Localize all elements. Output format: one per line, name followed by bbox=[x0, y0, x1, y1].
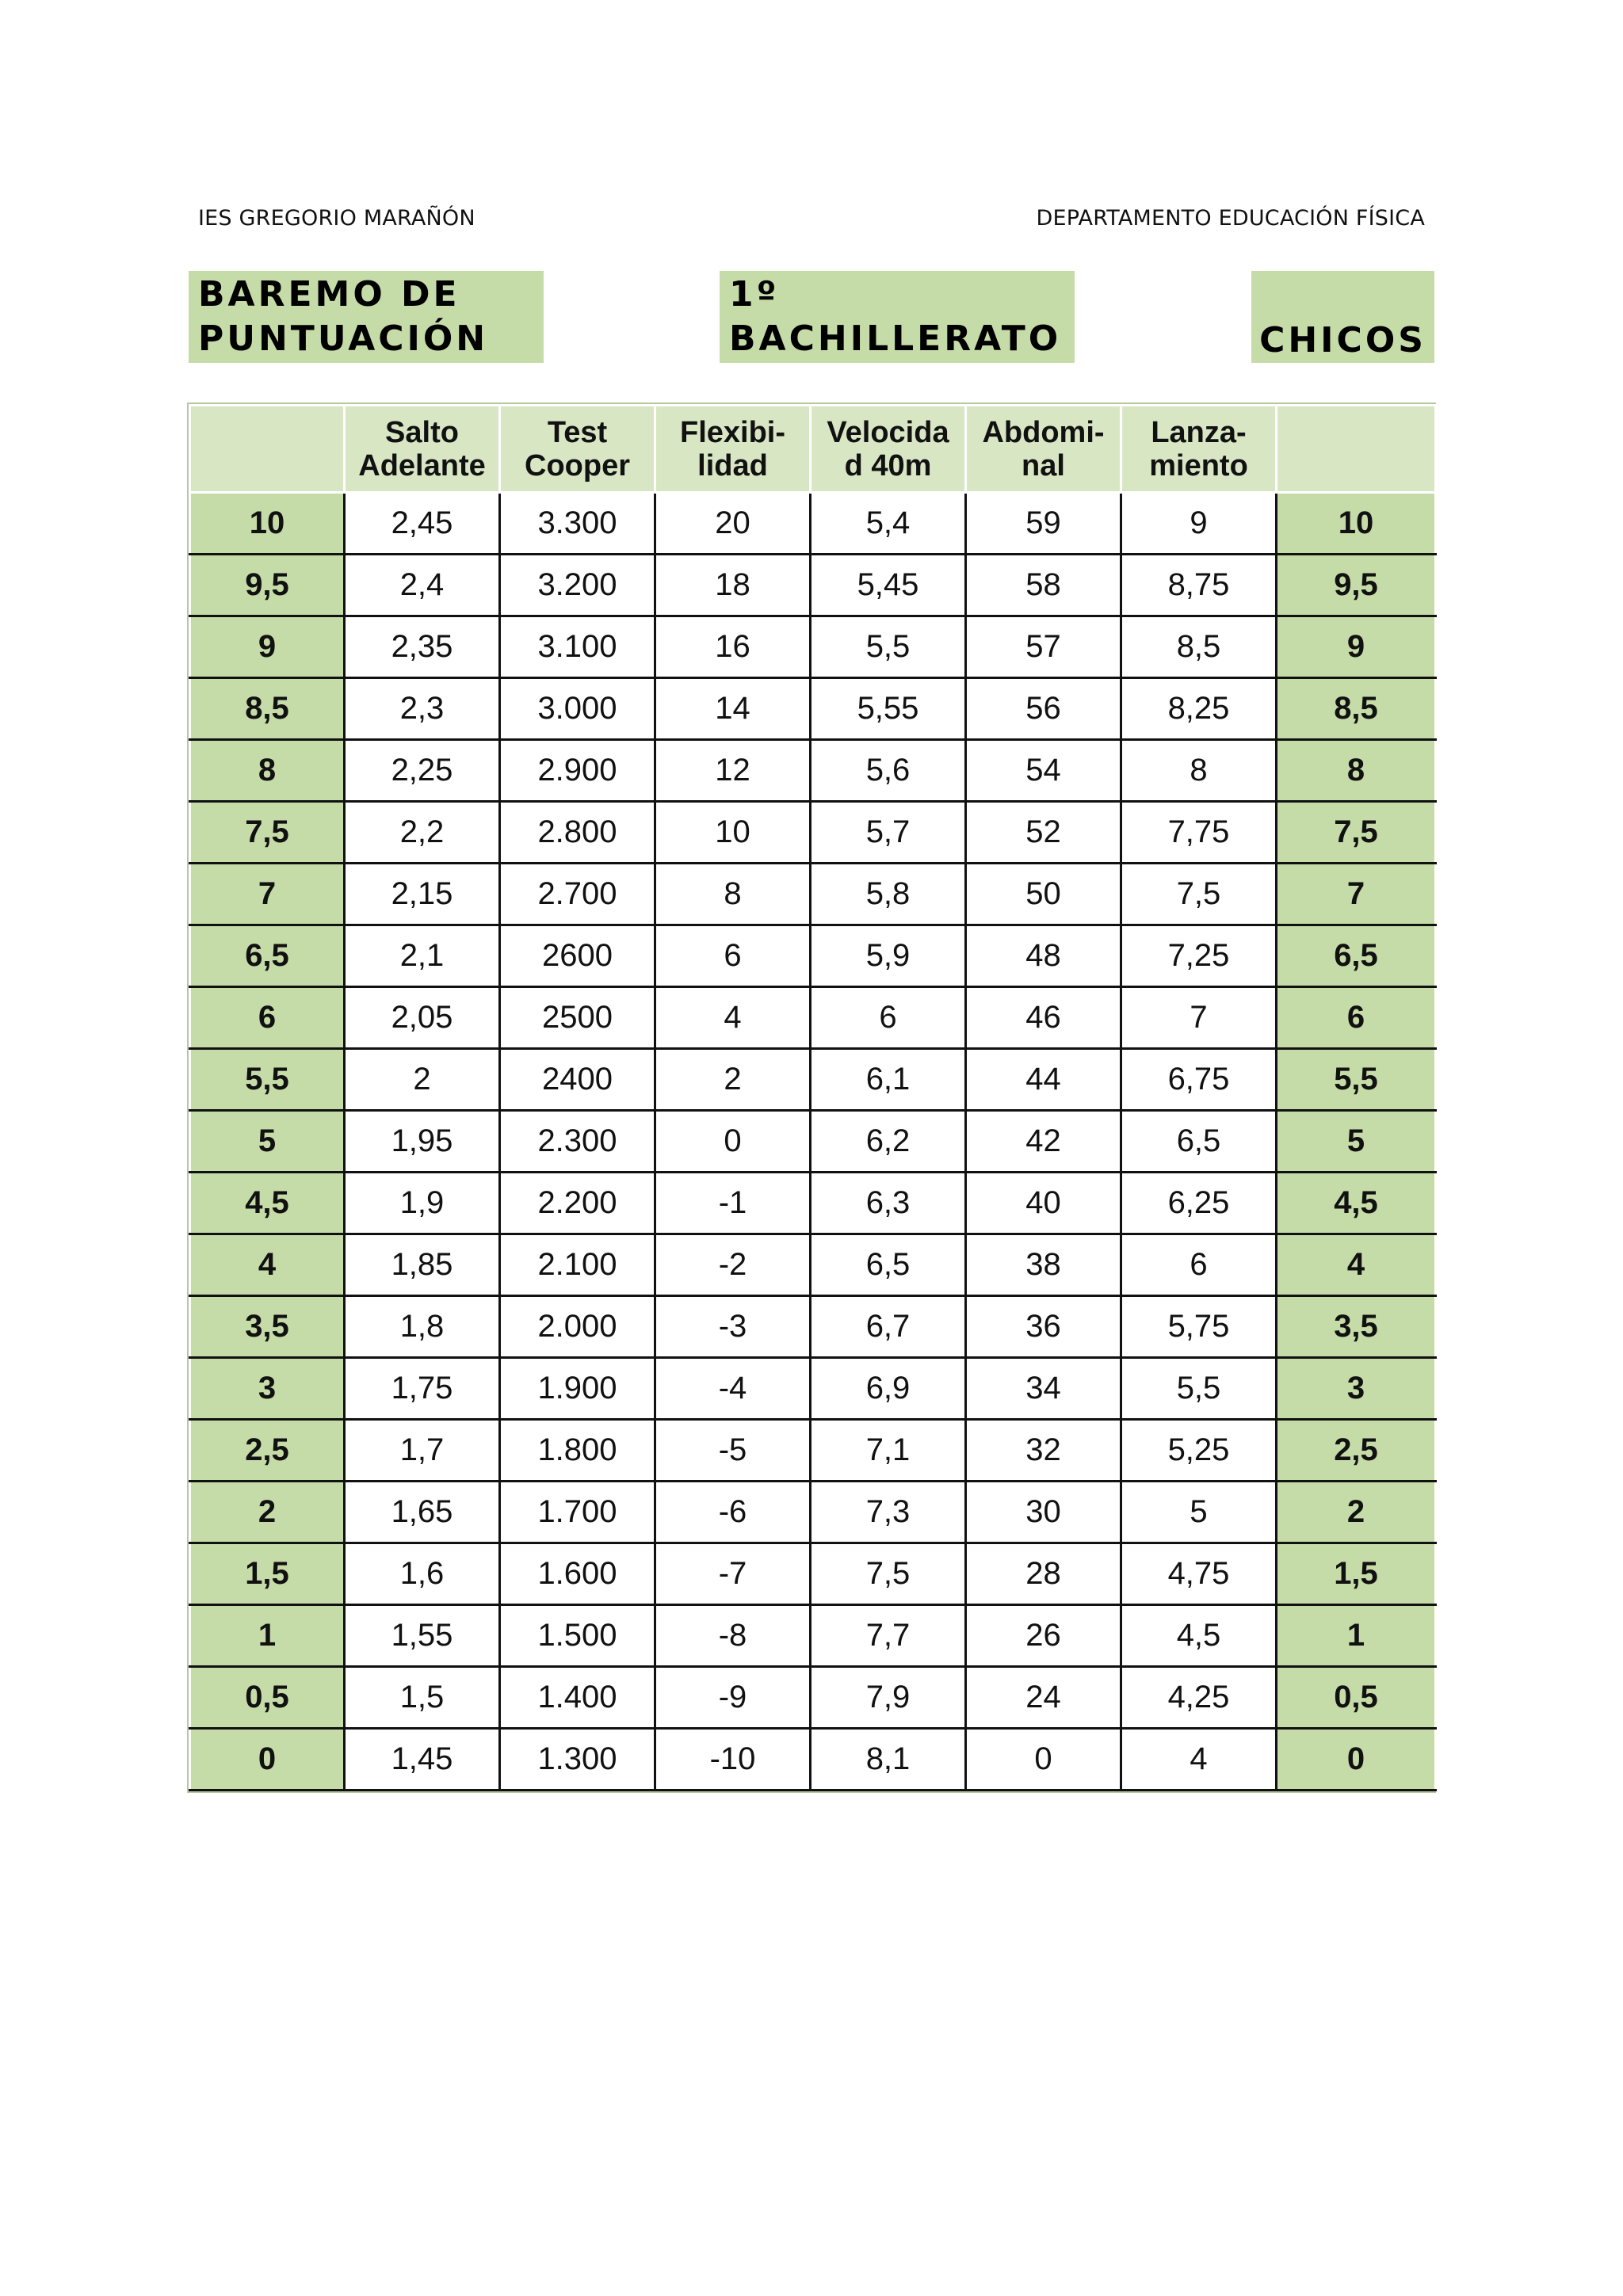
cell-flexibilidad: 4 bbox=[655, 987, 811, 1049]
cell-salto-adelante: 1,8 bbox=[345, 1296, 500, 1358]
cell-abdominal: 0 bbox=[966, 1729, 1121, 1791]
cell-salto-adelante: 2,35 bbox=[345, 616, 500, 678]
score-cell-left: 10 bbox=[190, 493, 345, 555]
table-row bbox=[190, 1420, 1436, 1482]
cell-abdominal: 32 bbox=[966, 1420, 1121, 1482]
cell-velocidad-40m: 7,1 bbox=[811, 1420, 966, 1482]
cell-test-cooper: 1.600 bbox=[500, 1543, 655, 1605]
group-banner bbox=[1251, 271, 1434, 363]
cell-velocidad-40m: 6,3 bbox=[811, 1173, 966, 1234]
score-cell-right: 9,5 bbox=[1277, 555, 1436, 616]
table-row bbox=[190, 740, 1436, 802]
column-header-line-2: Adelante bbox=[358, 448, 486, 482]
cell-salto-adelante: 1,7 bbox=[345, 1420, 500, 1482]
cell-test-cooper: 2.200 bbox=[500, 1173, 655, 1234]
cell-abdominal: 54 bbox=[966, 740, 1121, 802]
cell-flexibilidad: -8 bbox=[655, 1605, 811, 1667]
cell-lanzamiento: 4 bbox=[1121, 1729, 1277, 1791]
cell-abdominal: 36 bbox=[966, 1296, 1121, 1358]
score-cell-left: 1,5 bbox=[190, 1543, 345, 1605]
table-row bbox=[190, 1667, 1436, 1729]
cell-lanzamiento: 9 bbox=[1121, 493, 1277, 555]
cell-abdominal: 59 bbox=[966, 493, 1121, 555]
cell-lanzamiento: 8,75 bbox=[1121, 555, 1277, 616]
cell-flexibilidad: 10 bbox=[655, 802, 811, 864]
score-cell-right: 6,5 bbox=[1277, 925, 1436, 987]
cell-velocidad-40m: 6,7 bbox=[811, 1296, 966, 1358]
score-cell-left: 1 bbox=[190, 1605, 345, 1667]
score-cell-right: 1,5 bbox=[1277, 1543, 1436, 1605]
score-cell-left: 0 bbox=[190, 1729, 345, 1791]
column-header-line-2: lidad bbox=[697, 448, 768, 482]
title-line-2: PUNTUACIÓN bbox=[198, 318, 489, 359]
cell-test-cooper: 1.800 bbox=[500, 1420, 655, 1482]
cell-test-cooper: 1.700 bbox=[500, 1482, 655, 1543]
table-row bbox=[190, 1234, 1436, 1296]
cell-salto-adelante: 1,95 bbox=[345, 1111, 500, 1173]
cell-test-cooper: 2.900 bbox=[500, 740, 655, 802]
table-row bbox=[190, 1296, 1436, 1358]
cell-salto-adelante: 2,25 bbox=[345, 740, 500, 802]
table-header-row bbox=[190, 406, 1436, 493]
column-header-line-2: d 40m bbox=[844, 448, 932, 482]
cell-flexibilidad: 0 bbox=[655, 1111, 811, 1173]
cell-flexibilidad: 20 bbox=[655, 493, 811, 555]
table-row bbox=[190, 1173, 1436, 1234]
table-row bbox=[190, 1111, 1436, 1173]
cell-test-cooper: 1.300 bbox=[500, 1729, 655, 1791]
title-banner bbox=[189, 271, 544, 363]
table-row bbox=[190, 1729, 1436, 1791]
cell-velocidad-40m: 6,9 bbox=[811, 1358, 966, 1420]
cell-salto-adelante: 2,05 bbox=[345, 987, 500, 1049]
school-name: IES GREGORIO MARAÑÓN bbox=[198, 206, 475, 231]
score-cell-left: 3,5 bbox=[190, 1296, 345, 1358]
cell-lanzamiento: 6,5 bbox=[1121, 1111, 1277, 1173]
cell-velocidad-40m: 5,55 bbox=[811, 678, 966, 740]
cell-salto-adelante: 1,6 bbox=[345, 1543, 500, 1605]
cell-test-cooper: 2.800 bbox=[500, 802, 655, 864]
column-header-line-1: Salto bbox=[385, 415, 459, 449]
cell-flexibilidad: 16 bbox=[655, 616, 811, 678]
cell-salto-adelante: 1,9 bbox=[345, 1173, 500, 1234]
cell-salto-adelante: 2,3 bbox=[345, 678, 500, 740]
cell-lanzamiento: 6,25 bbox=[1121, 1173, 1277, 1234]
cell-salto-adelante: 1,75 bbox=[345, 1358, 500, 1420]
score-cell-left: 3 bbox=[190, 1358, 345, 1420]
cell-flexibilidad: -2 bbox=[655, 1234, 811, 1296]
cell-velocidad-40m: 5,8 bbox=[811, 864, 966, 925]
score-cell-left: 7 bbox=[190, 864, 345, 925]
score-cell-right: 4,5 bbox=[1277, 1173, 1436, 1234]
cell-flexibilidad: -7 bbox=[655, 1543, 811, 1605]
cell-velocidad-40m: 5,4 bbox=[811, 493, 966, 555]
score-cell-right: 3,5 bbox=[1277, 1296, 1436, 1358]
column-header-velocidad-40m bbox=[811, 406, 966, 493]
table-row bbox=[190, 616, 1436, 678]
score-cell-left: 7,5 bbox=[190, 802, 345, 864]
scoring-table-wrapper bbox=[187, 402, 1436, 1793]
column-header-test-cooper bbox=[500, 406, 655, 493]
cell-lanzamiento: 4,25 bbox=[1121, 1667, 1277, 1729]
cell-velocidad-40m: 5,7 bbox=[811, 802, 966, 864]
cell-lanzamiento: 7 bbox=[1121, 987, 1277, 1049]
cell-abdominal: 42 bbox=[966, 1111, 1121, 1173]
cell-test-cooper: 2.100 bbox=[500, 1234, 655, 1296]
score-cell-left: 8 bbox=[190, 740, 345, 802]
cell-salto-adelante: 2,15 bbox=[345, 864, 500, 925]
score-cell-right: 4 bbox=[1277, 1234, 1436, 1296]
score-cell-left: 5,5 bbox=[190, 1049, 345, 1111]
cell-flexibilidad: 6 bbox=[655, 925, 811, 987]
cell-test-cooper: 2500 bbox=[500, 987, 655, 1049]
score-cell-left: 5 bbox=[190, 1111, 345, 1173]
cell-flexibilidad: -5 bbox=[655, 1420, 811, 1482]
cell-abdominal: 24 bbox=[966, 1667, 1121, 1729]
cell-velocidad-40m: 5,6 bbox=[811, 740, 966, 802]
cell-salto-adelante: 2 bbox=[345, 1049, 500, 1111]
cell-lanzamiento: 5 bbox=[1121, 1482, 1277, 1543]
cell-velocidad-40m: 6,2 bbox=[811, 1111, 966, 1173]
cell-abdominal: 56 bbox=[966, 678, 1121, 740]
cell-flexibilidad: -6 bbox=[655, 1482, 811, 1543]
cell-velocidad-40m: 5,9 bbox=[811, 925, 966, 987]
cell-abdominal: 58 bbox=[966, 555, 1121, 616]
score-cell-left: 4,5 bbox=[190, 1173, 345, 1234]
cell-flexibilidad: 12 bbox=[655, 740, 811, 802]
score-cell-right: 7 bbox=[1277, 864, 1436, 925]
cell-abdominal: 52 bbox=[966, 802, 1121, 864]
cell-test-cooper: 2.300 bbox=[500, 1111, 655, 1173]
cell-flexibilidad: 8 bbox=[655, 864, 811, 925]
cell-abdominal: 30 bbox=[966, 1482, 1121, 1543]
cell-lanzamiento: 6,75 bbox=[1121, 1049, 1277, 1111]
cell-salto-adelante: 1,85 bbox=[345, 1234, 500, 1296]
column-header-salto-adelante bbox=[345, 406, 500, 493]
cell-salto-adelante: 1,55 bbox=[345, 1605, 500, 1667]
cell-flexibilidad: 14 bbox=[655, 678, 811, 740]
cell-test-cooper: 1.900 bbox=[500, 1358, 655, 1420]
cell-velocidad-40m: 7,3 bbox=[811, 1482, 966, 1543]
cell-abdominal: 40 bbox=[966, 1173, 1121, 1234]
table-body bbox=[190, 493, 1436, 1791]
cell-test-cooper: 2.000 bbox=[500, 1296, 655, 1358]
cell-flexibilidad: 2 bbox=[655, 1049, 811, 1111]
score-cell-left: 2 bbox=[190, 1482, 345, 1543]
table-row bbox=[190, 493, 1436, 555]
cell-salto-adelante: 1,5 bbox=[345, 1667, 500, 1729]
cell-velocidad-40m: 5,45 bbox=[811, 555, 966, 616]
column-header-score-right bbox=[1277, 406, 1436, 493]
column-header-line-2: miento bbox=[1149, 448, 1248, 482]
cell-velocidad-40m: 6,1 bbox=[811, 1049, 966, 1111]
cell-velocidad-40m: 7,9 bbox=[811, 1667, 966, 1729]
cell-velocidad-40m: 5,5 bbox=[811, 616, 966, 678]
cell-abdominal: 26 bbox=[966, 1605, 1121, 1667]
score-cell-right: 9 bbox=[1277, 616, 1436, 678]
cell-lanzamiento: 8,5 bbox=[1121, 616, 1277, 678]
cell-test-cooper: 2400 bbox=[500, 1049, 655, 1111]
column-header-line-1: Abdomi- bbox=[982, 415, 1105, 449]
cell-abdominal: 48 bbox=[966, 925, 1121, 987]
column-header-line-2: Cooper bbox=[525, 448, 630, 482]
course-banner bbox=[720, 271, 1075, 363]
cell-flexibilidad: -10 bbox=[655, 1729, 811, 1791]
cell-abdominal: 50 bbox=[966, 864, 1121, 925]
table-row bbox=[190, 678, 1436, 740]
score-cell-right: 8,5 bbox=[1277, 678, 1436, 740]
score-cell-right: 10 bbox=[1277, 493, 1436, 555]
cell-velocidad-40m: 7,5 bbox=[811, 1543, 966, 1605]
cell-lanzamiento: 7,5 bbox=[1121, 864, 1277, 925]
cell-abdominal: 46 bbox=[966, 987, 1121, 1049]
cell-flexibilidad: 18 bbox=[655, 555, 811, 616]
cell-test-cooper: 3.100 bbox=[500, 616, 655, 678]
column-header-lanzamiento bbox=[1121, 406, 1277, 493]
score-cell-right: 2,5 bbox=[1277, 1420, 1436, 1482]
score-cell-right: 5 bbox=[1277, 1111, 1436, 1173]
title-line-1: BAREMO DE bbox=[198, 274, 460, 315]
score-cell-right: 6 bbox=[1277, 987, 1436, 1049]
table-row bbox=[190, 1605, 1436, 1667]
column-header-line-1: Flexibi- bbox=[679, 415, 786, 449]
score-cell-left: 9 bbox=[190, 616, 345, 678]
score-cell-right: 7,5 bbox=[1277, 802, 1436, 864]
department-name: DEPARTAMENTO EDUCACIÓN FÍSICA bbox=[1036, 206, 1425, 231]
score-cell-left: 8,5 bbox=[190, 678, 345, 740]
cell-salto-adelante: 1,65 bbox=[345, 1482, 500, 1543]
cell-salto-adelante: 2,2 bbox=[345, 802, 500, 864]
score-cell-right: 3 bbox=[1277, 1358, 1436, 1420]
cell-lanzamiento: 5,25 bbox=[1121, 1420, 1277, 1482]
cell-abdominal: 28 bbox=[966, 1543, 1121, 1605]
score-cell-right: 1 bbox=[1277, 1605, 1436, 1667]
column-header-score-left bbox=[190, 406, 345, 493]
cell-velocidad-40m: 6 bbox=[811, 987, 966, 1049]
cell-test-cooper: 2.700 bbox=[500, 864, 655, 925]
cell-test-cooper: 1.400 bbox=[500, 1667, 655, 1729]
cell-test-cooper: 3.000 bbox=[500, 678, 655, 740]
table-row bbox=[190, 1482, 1436, 1543]
cell-lanzamiento: 6 bbox=[1121, 1234, 1277, 1296]
cell-velocidad-40m: 7,7 bbox=[811, 1605, 966, 1667]
column-header-abdominal bbox=[966, 406, 1121, 493]
column-header-line-1: Velocida bbox=[827, 415, 949, 449]
cell-test-cooper: 3.300 bbox=[500, 493, 655, 555]
table-row bbox=[190, 925, 1436, 987]
table-row bbox=[190, 987, 1436, 1049]
score-cell-left: 6 bbox=[190, 987, 345, 1049]
cell-salto-adelante: 2,4 bbox=[345, 555, 500, 616]
table-row bbox=[190, 802, 1436, 864]
cell-abdominal: 34 bbox=[966, 1358, 1121, 1420]
group-label: CHICOS bbox=[1259, 320, 1426, 360]
table-row bbox=[190, 1049, 1436, 1111]
cell-salto-adelante: 1,45 bbox=[345, 1729, 500, 1791]
table-row bbox=[190, 1358, 1436, 1420]
cell-abdominal: 38 bbox=[966, 1234, 1121, 1296]
score-cell-right: 0 bbox=[1277, 1729, 1436, 1791]
cell-lanzamiento: 7,75 bbox=[1121, 802, 1277, 864]
cell-lanzamiento: 8,25 bbox=[1121, 678, 1277, 740]
score-cell-left: 9,5 bbox=[190, 555, 345, 616]
column-header-line-1: Test bbox=[547, 415, 608, 449]
cell-lanzamiento: 5,75 bbox=[1121, 1296, 1277, 1358]
table-row bbox=[190, 1543, 1436, 1605]
score-cell-left: 6,5 bbox=[190, 925, 345, 987]
score-cell-left: 4 bbox=[190, 1234, 345, 1296]
cell-test-cooper: 2600 bbox=[500, 925, 655, 987]
cell-lanzamiento: 7,25 bbox=[1121, 925, 1277, 987]
score-cell-right: 0,5 bbox=[1277, 1667, 1436, 1729]
cell-lanzamiento: 4,75 bbox=[1121, 1543, 1277, 1605]
table-row bbox=[190, 555, 1436, 616]
table-row bbox=[190, 864, 1436, 925]
cell-abdominal: 44 bbox=[966, 1049, 1121, 1111]
cell-test-cooper: 3.200 bbox=[500, 555, 655, 616]
scoring-table bbox=[189, 404, 1437, 1791]
cell-lanzamiento: 5,5 bbox=[1121, 1358, 1277, 1420]
score-cell-right: 8 bbox=[1277, 740, 1436, 802]
score-cell-right: 5,5 bbox=[1277, 1049, 1436, 1111]
cell-lanzamiento: 4,5 bbox=[1121, 1605, 1277, 1667]
score-cell-left: 2,5 bbox=[190, 1420, 345, 1482]
cell-velocidad-40m: 8,1 bbox=[811, 1729, 966, 1791]
score-cell-right: 2 bbox=[1277, 1482, 1436, 1543]
cell-flexibilidad: -4 bbox=[655, 1358, 811, 1420]
cell-flexibilidad: -1 bbox=[655, 1173, 811, 1234]
score-cell-left: 0,5 bbox=[190, 1667, 345, 1729]
cell-flexibilidad: -3 bbox=[655, 1296, 811, 1358]
cell-abdominal: 57 bbox=[966, 616, 1121, 678]
cell-test-cooper: 1.500 bbox=[500, 1605, 655, 1667]
cell-salto-adelante: 2,1 bbox=[345, 925, 500, 987]
cell-flexibilidad: -9 bbox=[655, 1667, 811, 1729]
course-line-2: BACHILLERATO bbox=[729, 318, 1062, 359]
course-line-1: 1º bbox=[729, 274, 780, 315]
cell-salto-adelante: 2,45 bbox=[345, 493, 500, 555]
cell-lanzamiento: 8 bbox=[1121, 740, 1277, 802]
column-header-flexibilidad bbox=[655, 406, 811, 493]
column-header-line-2: nal bbox=[1022, 448, 1065, 482]
cell-velocidad-40m: 6,5 bbox=[811, 1234, 966, 1296]
column-header-line-1: Lanza- bbox=[1151, 415, 1247, 449]
